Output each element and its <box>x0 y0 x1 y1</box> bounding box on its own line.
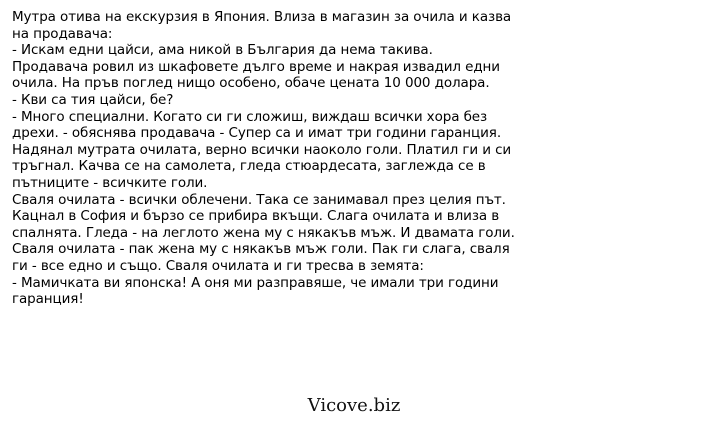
joke-line: - Мамичката ви японска! А оня ми разправяше, че имали три години <box>12 274 499 291</box>
joke-line: Кацнал в София и бързо се прибира вкъщи. Слага очилата и влиза в <box>12 208 500 225</box>
joke-line: спалнята. Гледа - на леглото жена му с някакъв мъж. И двамата голи. <box>12 224 515 241</box>
joke-line: очила. На пръв поглед нищо особено, обаче цената 10 000 долара. <box>12 75 490 92</box>
joke-line: гаранция! <box>12 291 84 308</box>
joke-line: - Искам едни цайси, ама никой в България да нема такива. <box>12 42 433 59</box>
joke-line: - Много специални. Когато си ги сложиш, виждаш всички хора без <box>12 108 488 125</box>
joke-line: Продавача ровил из шкафовете дълго време и накрая извадил едни <box>12 58 500 75</box>
site-watermark: Vicove.biz <box>307 395 401 416</box>
joke-line: пътниците - всичките голи. <box>12 174 208 191</box>
joke-line: Сваля очилата - всички облечени. Така се занимавал през целия път. <box>12 191 506 208</box>
joke-line: дрехи. - обяснява продавача - Супер са и имат три години гаранция. <box>12 125 502 142</box>
joke-line: Сваля очилата - пак жена му с някакъв мъж голи. Пак ги слага, сваля <box>12 241 510 258</box>
joke-text <box>12 9 712 308</box>
joke-line: ги - все едно и също. Сваля очилата и ги тресва в земята: <box>12 257 424 274</box>
joke-line: - Кви са тия цайси, бе? <box>12 91 174 108</box>
joke-line: Мутра отива на екскурзия в Япония. Влиза в магазин за очила и казва <box>12 9 512 25</box>
joke-line: Надянал мутрата очилата, верно всички наоколо голи. Платил ги и си <box>12 141 512 158</box>
joke-line: тръгнал. Качва се на самолета, гледа стюардесата, заглежда се в <box>12 158 486 175</box>
joke-line: на продавача: <box>12 25 113 42</box>
